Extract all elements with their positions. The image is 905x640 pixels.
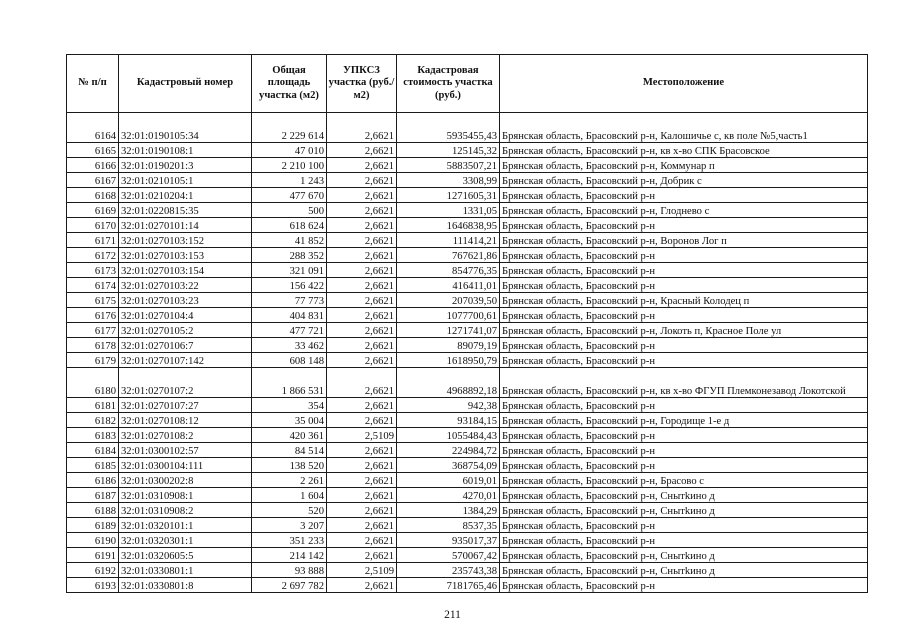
cadastral-number-cell: 32:01:0320605:5 — [119, 548, 252, 563]
location-cell: Брянская область, Брасовский р-н — [500, 578, 868, 593]
row-number-cell: 6176 — [67, 308, 119, 323]
cadastral-cost-cell: 767621,86 — [397, 248, 500, 263]
table-row — [67, 323, 868, 338]
cadastral-number-cell: 32:01:0330801:8 — [119, 578, 252, 593]
cadastral-number-cell: 32:01:0270103:22 — [119, 278, 252, 293]
location-cell: Брянская область, Брасовский р-н — [500, 518, 868, 533]
row-number-cell: 6178 — [67, 338, 119, 353]
area-cell: 608 148 — [252, 353, 327, 368]
table-row — [67, 113, 868, 143]
header-cadastral-cost: Кадастровая стоимость участка (руб.) — [397, 55, 500, 113]
area-cell: 3 207 — [252, 518, 327, 533]
cadastral-number-cell: 32:01:0210204:1 — [119, 188, 252, 203]
area-cell: 84 514 — [252, 443, 327, 458]
area-cell: 47 010 — [252, 143, 327, 158]
cadastral-cost-cell: 570067,42 — [397, 548, 500, 563]
location-cell: Брянская область, Брасовский р-н, Снытkино д — [500, 488, 868, 503]
specific-value-cell: 2,6621 — [327, 188, 397, 203]
table-body — [67, 113, 868, 593]
cadastral-number-cell: 32:01:0310908:1 — [119, 488, 252, 503]
cadastral-cost-cell: 3308,99 — [397, 173, 500, 188]
cadastral-number-cell: 32:01:0270107:142 — [119, 353, 252, 368]
cadastral-number-cell: 32:01:0270101:14 — [119, 218, 252, 233]
specific-value-cell: 2,5109 — [327, 428, 397, 443]
specific-value-cell: 2,5109 — [327, 563, 397, 578]
area-cell: 2 229 614 — [252, 113, 327, 143]
area-cell: 288 352 — [252, 248, 327, 263]
cadastral-cost-cell: 368754,09 — [397, 458, 500, 473]
table-row — [67, 503, 868, 518]
table-row — [67, 443, 868, 458]
cadastral-number-cell: 32:01:0330801:1 — [119, 563, 252, 578]
table-row — [67, 518, 868, 533]
table-row — [67, 533, 868, 548]
area-cell: 35 004 — [252, 413, 327, 428]
cadastral-cost-cell: 224984,72 — [397, 443, 500, 458]
row-number-cell: 6185 — [67, 458, 119, 473]
header-specific-value: УПКСЗ участка (руб./м2) — [327, 55, 397, 113]
table-row — [67, 578, 868, 593]
cadastral-number-cell: 32:01:0190105:34 — [119, 113, 252, 143]
location-cell: Брянская область, Брасовский р-н, Городище 1-е д — [500, 413, 868, 428]
area-cell: 77 773 — [252, 293, 327, 308]
location-cell: Брянская область, Брасовский р-н, Коммунар п — [500, 158, 868, 173]
cadastral-number-cell: 32:01:0300104:111 — [119, 458, 252, 473]
row-number-cell: 6177 — [67, 323, 119, 338]
location-cell: Брянская область, Брасовский р-н — [500, 458, 868, 473]
specific-value-cell: 2,6621 — [327, 398, 397, 413]
location-cell: Брянская область, Брасовский р-н, Глоднево с — [500, 203, 868, 218]
location-cell: Брянская область, Брасовский р-н — [500, 278, 868, 293]
location-cell: Брянская область, Брасовский р-н — [500, 428, 868, 443]
cadastral-cost-cell: 854776,35 — [397, 263, 500, 278]
cadastral-number-cell: 32:01:0270107:2 — [119, 368, 252, 398]
location-cell: Брянская область, Брасовский р-н — [500, 398, 868, 413]
cadastral-number-cell: 32:01:0190201:3 — [119, 158, 252, 173]
cadastral-number-cell: 32:01:0270104:4 — [119, 308, 252, 323]
row-number-cell: 6184 — [67, 443, 119, 458]
cadastral-cost-cell: 5883507,21 — [397, 158, 500, 173]
area-cell: 138 520 — [252, 458, 327, 473]
specific-value-cell: 2,6621 — [327, 443, 397, 458]
row-number-cell: 6181 — [67, 398, 119, 413]
location-cell: Брянская область, Брасовский р-н, Калошичье с, кв поле №5,часть1 — [500, 113, 868, 143]
cadastral-cost-cell: 207039,50 — [397, 293, 500, 308]
location-cell: Брянская область, Брасовский р-н, Брасово с — [500, 473, 868, 488]
cadastral-number-cell: 32:01:0270108:2 — [119, 428, 252, 443]
row-number-cell: 6191 — [67, 548, 119, 563]
area-cell: 214 142 — [252, 548, 327, 563]
cadastral-cost-cell: 4270,01 — [397, 488, 500, 503]
cadastral-number-cell: 32:01:0300202:8 — [119, 473, 252, 488]
location-cell: Брянская область, Брасовский р-н — [500, 308, 868, 323]
specific-value-cell: 2,6621 — [327, 503, 397, 518]
row-number-cell: 6168 — [67, 188, 119, 203]
area-cell: 354 — [252, 398, 327, 413]
table-row — [67, 233, 868, 248]
row-number-cell: 6187 — [67, 488, 119, 503]
row-number-cell: 6190 — [67, 533, 119, 548]
specific-value-cell: 2,6621 — [327, 308, 397, 323]
table-row — [67, 143, 868, 158]
cadastral-cost-cell: 6019,01 — [397, 473, 500, 488]
specific-value-cell: 2,6621 — [327, 473, 397, 488]
cadastral-number-cell: 32:01:0270107:27 — [119, 398, 252, 413]
specific-value-cell: 2,6621 — [327, 578, 397, 593]
row-number-cell: 6165 — [67, 143, 119, 158]
table-header-row — [67, 55, 868, 113]
row-number-cell: 6170 — [67, 218, 119, 233]
cadastral-cost-cell: 1646838,95 — [397, 218, 500, 233]
table-row — [67, 293, 868, 308]
location-cell: Брянская область, Брасовский р-н — [500, 263, 868, 278]
table-row — [67, 218, 868, 233]
location-cell: Брянская область, Брасовский р-н — [500, 533, 868, 548]
row-number-cell: 6193 — [67, 578, 119, 593]
cadastral-number-cell: 32:01:0270108:12 — [119, 413, 252, 428]
cadastral-cost-cell: 1271605,31 — [397, 188, 500, 203]
specific-value-cell: 2,6621 — [327, 278, 397, 293]
table-row — [67, 308, 868, 323]
cadastral-number-cell: 32:01:0300102:57 — [119, 443, 252, 458]
row-number-cell: 6169 — [67, 203, 119, 218]
cadastral-number-cell: 32:01:0270103:152 — [119, 233, 252, 248]
specific-value-cell: 2,6621 — [327, 533, 397, 548]
location-cell: Брянская область, Брасовский р-н — [500, 443, 868, 458]
area-cell: 156 422 — [252, 278, 327, 293]
location-cell: Брянская область, Брасовский р-н, Локоть п, Красное Поле ул — [500, 323, 868, 338]
cadastral-number-cell: 32:01:0270103:23 — [119, 293, 252, 308]
area-cell: 477 670 — [252, 188, 327, 203]
specific-value-cell: 2,6621 — [327, 248, 397, 263]
table-row — [67, 548, 868, 563]
specific-value-cell: 2,6621 — [327, 263, 397, 278]
location-cell: Брянская область, Брасовский р-н, Воронов Лог п — [500, 233, 868, 248]
specific-value-cell: 2,6621 — [327, 368, 397, 398]
cadastral-number-cell: 32:01:0270105:2 — [119, 323, 252, 338]
table-row — [67, 413, 868, 428]
specific-value-cell: 2,6621 — [327, 173, 397, 188]
area-cell: 404 831 — [252, 308, 327, 323]
area-cell: 41 852 — [252, 233, 327, 248]
specific-value-cell: 2,6621 — [327, 293, 397, 308]
specific-value-cell: 2,6621 — [327, 338, 397, 353]
table-row — [67, 488, 868, 503]
area-cell: 1 604 — [252, 488, 327, 503]
table-row — [67, 263, 868, 278]
cadastral-cost-cell: 1077700,61 — [397, 308, 500, 323]
page-number: 211 — [444, 609, 461, 621]
row-number-cell: 6189 — [67, 518, 119, 533]
area-cell: 477 721 — [252, 323, 327, 338]
table-row — [67, 248, 868, 263]
table-row — [67, 473, 868, 488]
table-row — [67, 173, 868, 188]
area-cell: 618 624 — [252, 218, 327, 233]
specific-value-cell: 2,6621 — [327, 203, 397, 218]
cadastral-cost-cell: 942,38 — [397, 398, 500, 413]
specific-value-cell: 2,6621 — [327, 548, 397, 563]
specific-value-cell: 2,6621 — [327, 143, 397, 158]
row-number-cell: 6188 — [67, 503, 119, 518]
cadastral-number-cell: 32:01:0270103:154 — [119, 263, 252, 278]
specific-value-cell: 2,6621 — [327, 233, 397, 248]
cadastral-cost-cell: 1055484,43 — [397, 428, 500, 443]
location-cell: Брянская область, Брасовский р-н — [500, 188, 868, 203]
area-cell: 1 866 531 — [252, 368, 327, 398]
cadastral-value-table — [66, 54, 868, 593]
specific-value-cell: 2,6621 — [327, 353, 397, 368]
area-cell: 321 091 — [252, 263, 327, 278]
area-cell: 2 210 100 — [252, 158, 327, 173]
row-number-cell: 6186 — [67, 473, 119, 488]
table-row — [67, 563, 868, 578]
row-number-cell: 6164 — [67, 113, 119, 143]
table-row — [67, 458, 868, 473]
location-cell: Брянская область, Брасовский р-н — [500, 338, 868, 353]
row-number-cell: 6171 — [67, 233, 119, 248]
location-cell: Брянская область, Брасовский р-н — [500, 248, 868, 263]
row-number-cell: 6183 — [67, 428, 119, 443]
location-cell: Брянская область, Брасовский р-н, Добрик с — [500, 173, 868, 188]
cadastral-cost-cell: 416411,01 — [397, 278, 500, 293]
cadastral-cost-cell: 125145,32 — [397, 143, 500, 158]
location-cell: Брянская область, Брасовский р-н, кв х-во СПК Брасовское — [500, 143, 868, 158]
area-cell: 351 233 — [252, 533, 327, 548]
cadastral-number-cell: 32:01:0270103:153 — [119, 248, 252, 263]
cadastral-cost-cell: 5935455,43 — [397, 113, 500, 143]
cadastral-cost-cell: 4968892,18 — [397, 368, 500, 398]
cadastral-number-cell: 32:01:0210105:1 — [119, 173, 252, 188]
row-number-cell: 6179 — [67, 353, 119, 368]
area-cell: 500 — [252, 203, 327, 218]
cadastral-number-cell: 32:01:0320301:1 — [119, 533, 252, 548]
location-cell: Брянская область, Брасовский р-н, Снытkино д — [500, 563, 868, 578]
table-row — [67, 368, 868, 398]
table-row — [67, 158, 868, 173]
cadastral-cost-cell: 1331,05 — [397, 203, 500, 218]
row-number-cell: 6175 — [67, 293, 119, 308]
location-cell: Брянская область, Брасовский р-н, Снытkино д — [500, 548, 868, 563]
cadastral-cost-cell: 1384,29 — [397, 503, 500, 518]
header-row-number: № п/п — [67, 55, 119, 113]
area-cell: 2 261 — [252, 473, 327, 488]
table-row — [67, 203, 868, 218]
area-cell: 1 243 — [252, 173, 327, 188]
location-cell: Брянская область, Брасовский р-н, Красный Колодец п — [500, 293, 868, 308]
row-number-cell: 6174 — [67, 278, 119, 293]
table-row — [67, 398, 868, 413]
area-cell: 33 462 — [252, 338, 327, 353]
cadastral-number-cell: 32:01:0310908:2 — [119, 503, 252, 518]
row-number-cell: 6182 — [67, 413, 119, 428]
header-total-area: Общая площадь участка (м2) — [252, 55, 327, 113]
cadastral-cost-cell: 1618950,79 — [397, 353, 500, 368]
cadastral-number-cell: 32:01:0270106:7 — [119, 338, 252, 353]
specific-value-cell: 2,6621 — [327, 113, 397, 143]
header-location: Местоположение — [500, 55, 868, 113]
row-number-cell: 6167 — [67, 173, 119, 188]
specific-value-cell: 2,6621 — [327, 413, 397, 428]
area-cell: 520 — [252, 503, 327, 518]
cadastral-cost-cell: 111414,21 — [397, 233, 500, 248]
cadastral-cost-cell: 235743,38 — [397, 563, 500, 578]
specific-value-cell: 2,6621 — [327, 218, 397, 233]
row-number-cell: 6192 — [67, 563, 119, 578]
table-row — [67, 188, 868, 203]
cadastral-cost-cell: 935017,37 — [397, 533, 500, 548]
cadastral-number-cell: 32:01:0190108:1 — [119, 143, 252, 158]
specific-value-cell: 2,6621 — [327, 458, 397, 473]
location-cell: Брянская область, Брасовский р-н — [500, 353, 868, 368]
specific-value-cell: 2,6621 — [327, 518, 397, 533]
location-cell: Брянская область, Брасовский р-н, Снытkино д — [500, 503, 868, 518]
table-row — [67, 338, 868, 353]
area-cell: 93 888 — [252, 563, 327, 578]
area-cell: 420 361 — [252, 428, 327, 443]
row-number-cell: 6180 — [67, 368, 119, 398]
header-cadastral-number: Кадастровый номер — [119, 55, 252, 113]
cadastral-cost-cell: 93184,15 — [397, 413, 500, 428]
cadastral-cost-cell: 7181765,46 — [397, 578, 500, 593]
location-cell: Брянская область, Брасовский р-н — [500, 218, 868, 233]
cadastral-number-cell: 32:01:0220815:35 — [119, 203, 252, 218]
row-number-cell: 6166 — [67, 158, 119, 173]
row-number-cell: 6173 — [67, 263, 119, 278]
specific-value-cell: 2,6621 — [327, 488, 397, 503]
table-row — [67, 278, 868, 293]
specific-value-cell: 2,6621 — [327, 323, 397, 338]
location-cell: Брянская область, Брасовский р-н, кв х-во ФГУП Племконезавод Локотской — [500, 368, 868, 398]
table-row — [67, 428, 868, 443]
area-cell: 2 697 782 — [252, 578, 327, 593]
cadastral-cost-cell: 89079,19 — [397, 338, 500, 353]
cadastral-cost-cell: 1271741,07 — [397, 323, 500, 338]
specific-value-cell: 2,6621 — [327, 158, 397, 173]
row-number-cell: 6172 — [67, 248, 119, 263]
cadastral-number-cell: 32:01:0320101:1 — [119, 518, 252, 533]
table-row — [67, 353, 868, 368]
cadastral-cost-cell: 8537,35 — [397, 518, 500, 533]
